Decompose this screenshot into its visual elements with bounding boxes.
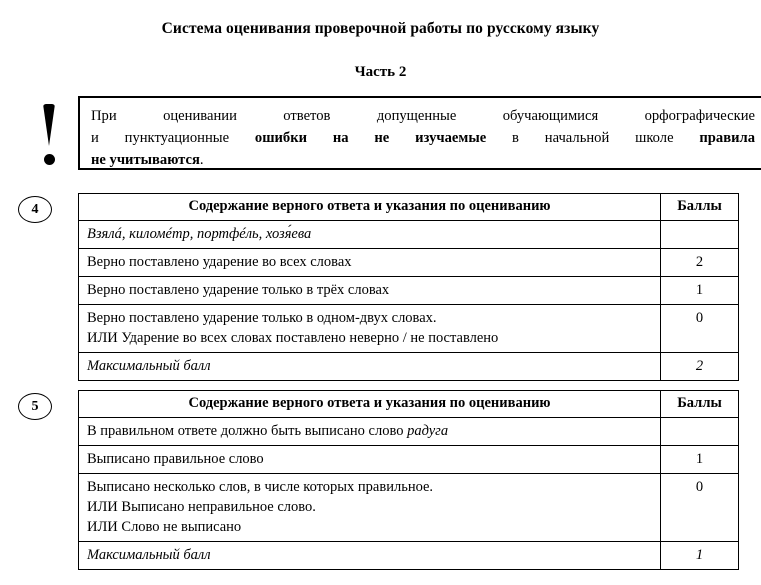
table-row (79, 249, 739, 277)
page-title: Система оценивания проверочной работы по русскому языку (161, 20, 600, 37)
table-row (79, 474, 739, 542)
table-row (79, 221, 739, 249)
warning-line-2-part-a: и пунктуационные (91, 130, 255, 146)
rubric-table-4 (78, 193, 739, 381)
warning-line-2-part-b: в начальной школе (486, 130, 700, 146)
warning-line-2-bold-2: правила (699, 130, 755, 146)
max-score-label: Максимальный балл (79, 353, 661, 381)
answer-prefix: В правильном ответе должно быть выписано слово (87, 423, 408, 439)
header-description: Содержание верного ответа и указания по оцениванию (79, 194, 661, 221)
criterion-score-cell: 0 (661, 305, 739, 353)
part-title: Часть 2 (354, 64, 407, 80)
header-score: Баллы (661, 194, 739, 221)
rubric-table-5 (78, 390, 739, 570)
warning-line-3-bold: не учитываются (91, 152, 200, 168)
correct-answer-cell (79, 418, 661, 446)
criterion-cell: Верно поставлено ударение во всех словах (79, 249, 661, 277)
exclamation-mark-icon (32, 98, 68, 174)
warning-line-2-bold: ошибки на не изучаемые (254, 130, 487, 146)
table-header-row (79, 391, 739, 418)
warning-box (78, 96, 761, 170)
criterion-line: Выписано несколько слов, в числе которых правильное. (87, 479, 434, 495)
max-score-value: 2 (661, 353, 739, 381)
task-number-5: 5 (18, 393, 52, 420)
table-row (79, 277, 739, 305)
criterion-score-cell: 1 (661, 277, 739, 305)
criterion-cell: Верно поставлено ударение только в трёх словах (79, 277, 661, 305)
table-row (79, 305, 739, 353)
table-header-row (79, 194, 739, 221)
criterion-score-cell: 1 (661, 446, 739, 474)
warning-line-3 (91, 149, 755, 171)
criterion-score-cell: 2 (661, 249, 739, 277)
answer-word: радуга (407, 423, 449, 439)
table-row (79, 446, 739, 474)
warning-line-1-text: При оценивании ответов допущенные обучающимися орфографические (91, 108, 755, 124)
header-description: Содержание верного ответа и указания по оцениванию (79, 391, 661, 418)
header-score: Баллы (661, 391, 739, 418)
answer-score-cell (661, 221, 739, 249)
warning-line-3-tail: . (199, 152, 204, 168)
max-score-value: 1 (661, 542, 739, 570)
warning-line-2 (91, 127, 755, 149)
criterion-cell (79, 474, 661, 542)
criterion-line: ИЛИ Ударение во всех словах поставлено неверно / не поставлено (87, 330, 499, 346)
table-footer-row (79, 353, 739, 381)
correct-answer-cell: Взялá, киломéтр, портфéль, хозя́ева (79, 221, 661, 249)
criterion-line: Верно поставлено ударение только в одном-двух словах. (87, 310, 437, 326)
max-score-label: Максимальный балл (79, 542, 661, 570)
warning-line-1 (91, 105, 755, 127)
table-row (79, 418, 739, 446)
criterion-cell (79, 305, 661, 353)
criterion-score-cell: 0 (661, 474, 739, 542)
answer-score-cell (661, 418, 739, 446)
warning-block (32, 96, 755, 176)
task-number-4: 4 (18, 196, 52, 223)
table-footer-row (79, 542, 739, 570)
criterion-cell: Выписано правильное слово (79, 446, 661, 474)
criterion-line: ИЛИ Выписано неправильное слово. (87, 499, 316, 515)
criterion-line: ИЛИ Слово не выписано (87, 519, 242, 535)
